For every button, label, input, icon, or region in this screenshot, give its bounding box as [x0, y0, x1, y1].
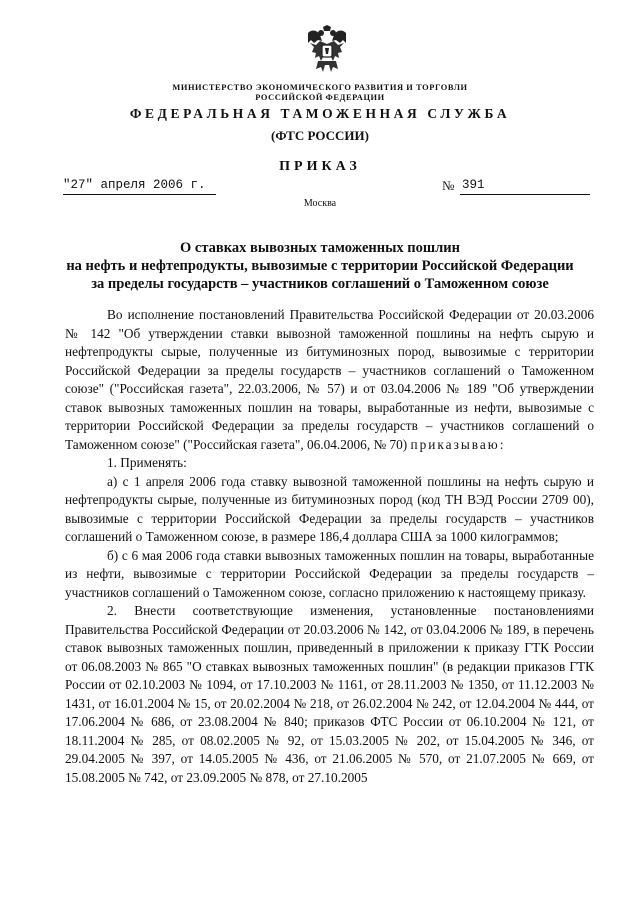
document-type-heading: ПРИКАЗ	[279, 159, 361, 174]
item-1a: а) с 1 апреля 2006 года ставку вывозной таможенной пошлины на нефть сырую и нефтепродукты сырые, полученные из битуминозных пород (код ТН ВЭД России 2709 00), вывозимые с территории Российской Федерации за пределы государств – участников соглашений о Таможенном союзе, в размере 186,4 доллара США за 1000 килограммов;	[65, 473, 594, 544]
order-number-label: №	[442, 178, 455, 193]
item-1b: б) с 6 мая 2006 года ставки вывозных таможенных пошлин на товары, выработанные из нефти, вывозимые с территории Российской Федерации за пределы государств – участников соглашений о Таможенном союзе, согласно приложению к настоящему приказу.	[65, 547, 594, 600]
intro-paragraph	[65, 306, 594, 454]
item-1: 1. Применять:	[107, 455, 187, 470]
ministry-name-line2: РОССИЙСКОЙ ФЕДЕРАЦИИ	[255, 93, 385, 102]
date-underline	[63, 194, 216, 195]
order-word: приказываю:	[410, 436, 506, 452]
service-abbreviation: (ФТС РОССИИ)	[271, 128, 369, 143]
order-date: "27" апреля 2006 г.	[63, 178, 206, 192]
title-line-3: за пределы государств – участников соглашений о Таможенном союзе	[91, 276, 549, 292]
city: Москва	[303, 198, 337, 209]
service-name: ФЕДЕРАЛЬНАЯ ТАМОЖЕННАЯ СЛУЖБА	[129, 106, 511, 121]
item-2: 2. Внести соответствующие изменения, установленные постановлениями Правительства Российской Федерации от 20.03.2006 № 142, от 03.04.2006 № 189, в перечень ставок вывозных таможенных пошлин, приведенный в приложении к приказу ГТК России от 06.08.2003 № 865 "О ставках вывозных таможенных пошлин" (в редакции приказов ГТК России от 02.10.2003 № 1094, от 17.10.2003 № 1161, от 28.11.2003 № 1350, от 11.12.2003 № 1431, от 16.01.2004 № 15, от 20.02.2004 № 218, от 26.02.2004 № 242, от 12.04.2004 № 444, от 17.06.2004 № 686, от 23.08.2004 № 840; приказов ФТС России от 06.10.2004 № 121, от 18.11.2004 № 285, от 08.02.2005 № 92, от 15.03.2005 № 202, от 15.04.2005 № 346, от 29.04.2005 № 397, от 14.05.2005 № 436, от 21.06.2005 № 570, от 21.07.2005 № 669, от 15.08.2005 № 742, от 23.09.2005 № 878, от 27.10.2005	[65, 603, 594, 785]
title-line-2: на нефть и нефтепродукты, вывозимые с территории Российской Федерации	[66, 258, 574, 274]
ministry-name-line1: МИНИСТЕРСТВО ЭКОНОМИЧЕСКОГО РАЗВИТИЯ И ТОРГОВЛИ	[172, 83, 468, 92]
number-underline	[460, 194, 590, 195]
intro-text: Во исполнение постановлений Правительства Российской Федерации от 20.03.2006 № 142 "Об утверждении ставки вывозной таможенной пошлины на нефть сырую и нефтепродукты сырые, полученные из битуминозных пород, вывозимые с территории Российской Федерации за пределы государств – участников соглашений о Таможенном союзе" ("Российская газета", 22.03.2006, № 57) и от 03.04.2006 № 189 "Об утверждении ставок вывозных таможенных пошлин на товары, выработанные из нефти, вывозимые с территории Российской Федерации за пределы государств – участников соглашений о Таможенном союзе" ("Российская газета", 06.04.2006, № 70)	[65, 307, 594, 452]
title-line-1: О ставках вывозных таможенных пошлин	[180, 240, 460, 256]
order-body	[65, 306, 594, 787]
order-number: 391	[462, 178, 485, 192]
coat-of-arms-emblem	[304, 25, 350, 75]
